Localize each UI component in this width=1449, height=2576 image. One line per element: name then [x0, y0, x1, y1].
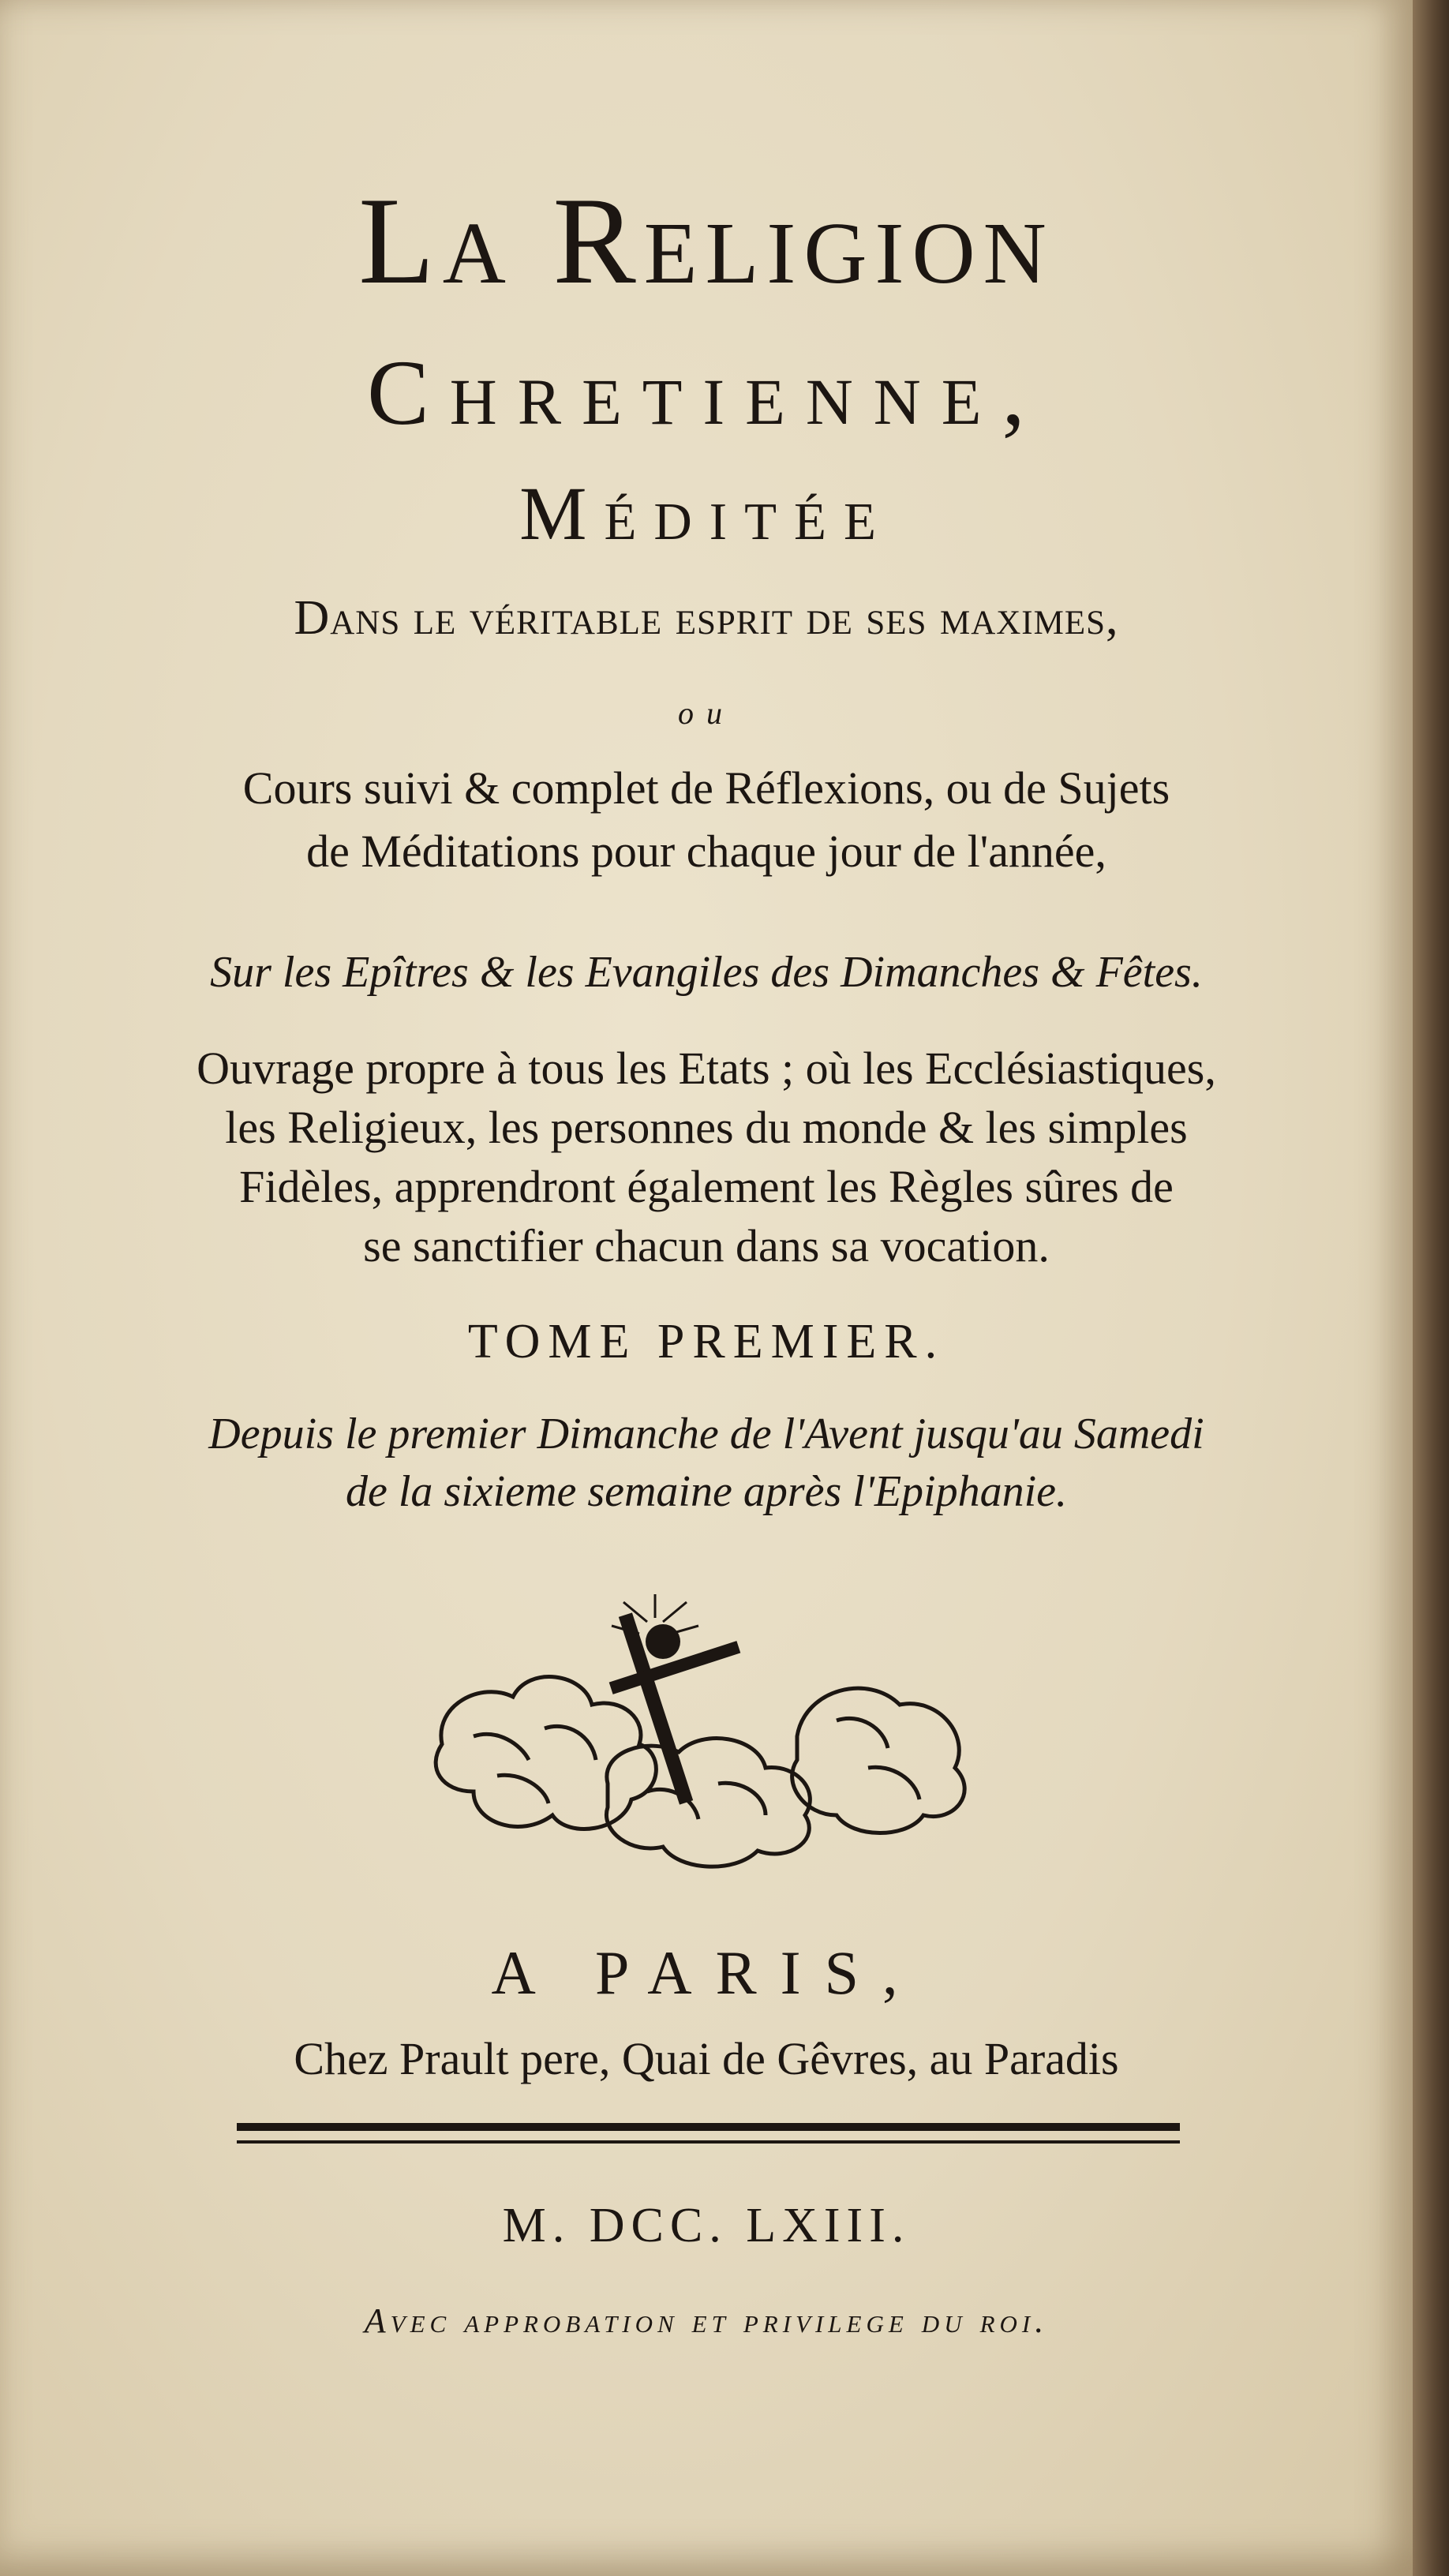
volume-range-line-1: Depuis le premier Dimanche de l'Avent jusqu'au Samedi — [208, 1410, 1204, 1458]
cloud-right-icon — [792, 1688, 965, 1833]
audience-line-1: Ouvrage propre à tous les Etats ; où les Ecclésiastiques, — [197, 1043, 1216, 1094]
imprint-privilege: Avec approbation et privilege du roi. — [364, 2301, 1049, 2340]
cloud-center-icon — [606, 1739, 810, 1867]
divider-rule-thick — [237, 2123, 1180, 2131]
description-line-1: Cours suivi & complet de Réflexions, ou de Sujets — [242, 762, 1170, 814]
scope-line: Sur les Epîtres & les Evangiles des Dimanches & Fêtes. — [210, 948, 1203, 997]
imprint-city: A PARIS, — [491, 1938, 922, 2007]
book-spine-edge — [1413, 0, 1449, 2576]
subtitle: Dans le véritable esprit de ses maximes, — [294, 591, 1119, 645]
audience-line-4: se sanctifier chacun dans sa vocation. — [363, 1220, 1050, 1271]
audience-line-3: Fidèles, apprendront également les Règles sûres de — [239, 1161, 1174, 1212]
description-line-2: de Méditations pour chaque jour de l'année, — [306, 826, 1106, 877]
conjunction: ou — [678, 695, 735, 731]
title-line-1: La Religion — [358, 172, 1054, 310]
imprint-publisher: Chez Prault pere, Quai de Gêvres, au Paradis — [294, 2033, 1119, 2084]
title-line-2: Chretienne, — [367, 341, 1046, 444]
cross-icon — [609, 1612, 741, 1804]
volume-range-line-2: de la sixieme semaine après l'Epiphanie. — [346, 1467, 1067, 1516]
volume-label: TOME PREMIER. — [467, 1315, 945, 1368]
divider-rule-thin — [237, 2140, 1180, 2144]
cross-in-clouds-vignette-icon — [426, 1586, 979, 1878]
title-line-3: Méditée — [519, 471, 893, 556]
audience-line-2: les Religieux, les personnes du monde & les simples — [225, 1102, 1188, 1153]
imprint-date: M. DCC. LXIII. — [502, 2199, 911, 2252]
